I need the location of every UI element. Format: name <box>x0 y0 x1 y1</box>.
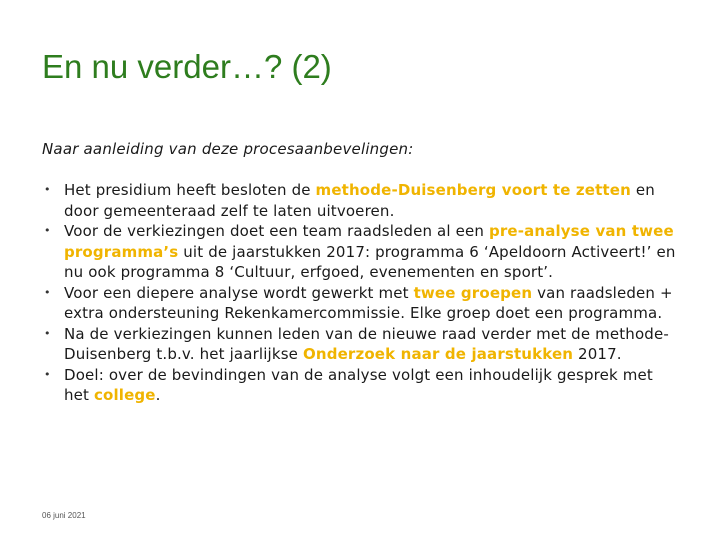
bullet-item-5 <box>44 365 680 406</box>
highlight-text: college <box>94 386 156 404</box>
bullet-text: Voor een diepere analyse wordt gewerkt met <box>64 283 414 302</box>
bullet-item-2 <box>44 221 680 283</box>
highlight-text: methode-Duisenberg voort te zetten <box>315 181 631 199</box>
highlight-text: pre-analyse van twee programma’s <box>64 222 674 261</box>
bullet-item-3 <box>44 283 680 324</box>
bullet-text: Voor de verkiezingen doet een team raadsleden al een <box>64 222 489 240</box>
slide-title: En nu verder…? (2) <box>42 48 332 85</box>
bullet-text: van raadsleden + extra ondersteuning Rekenkamercommissie. Elke groep doet een programma. <box>64 283 673 322</box>
bullet-item-4 <box>44 324 680 365</box>
bullet-text: en door gemeenteraad zelf te laten uitvoeren. <box>64 181 655 220</box>
bullet-list <box>44 180 680 406</box>
highlight-text: Onderzoek naar de jaarstukken <box>302 345 574 363</box>
bullet-text: uit de jaarstukken 2017: programma 6 ‘Apeldoorn Activeert!’ en nu ook programma 8 ‘Cultuur, erfgoed, evenementen en sport’. <box>64 242 676 281</box>
bullet-text: Het presidium heeft besloten de <box>64 181 316 199</box>
bullet-item-1 <box>44 180 680 221</box>
bullet-text: . <box>155 386 161 404</box>
bullet-text: Doel: over de bevindingen van de analyse volgt een inhoudelijk gesprek met het <box>64 365 653 404</box>
footer-date: 06 juni 2021 <box>42 511 86 520</box>
bullet-text: Na de verkiezingen kunnen leden van de nieuwe raad verder met de methode-Duisenberg t.b.v. het jaarlijkse <box>64 324 669 363</box>
bullet-text: 2017. <box>573 345 622 363</box>
highlight-text: twee groepen <box>413 283 533 302</box>
intro-text: Naar aanleiding van deze procesaanbevelingen: <box>42 140 414 158</box>
